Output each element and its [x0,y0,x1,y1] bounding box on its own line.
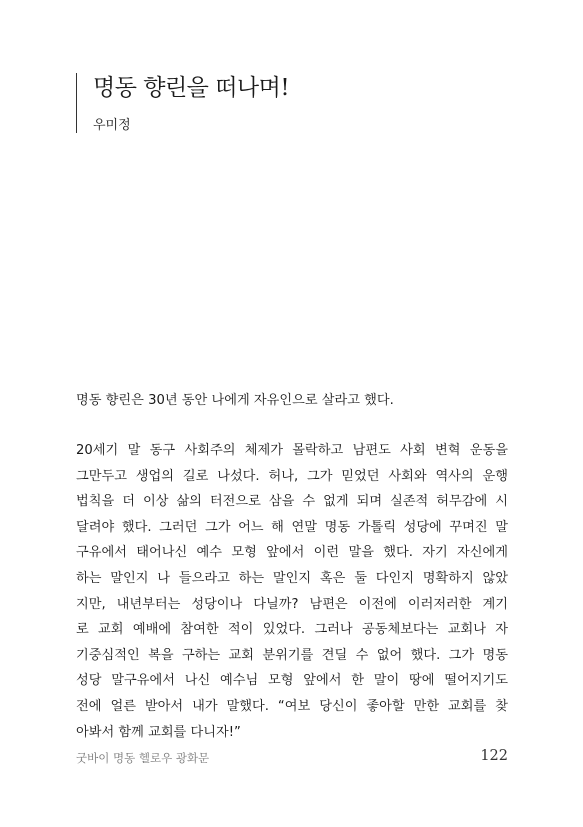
paragraph-line: 지만, 내년부터는 성당이나 다닐까? 남편은 이전에 이러저러한 계기 [76,596,508,612]
paragraph-line: 20세기 말 동구 사회주의 체제가 몰락하고 남편도 사회 변혁 운동을 [76,443,508,458]
paragraph-line: 구유에서 태어나신 예수 모형 앞에서 이런 말을 했다. 자기 자신에게 [76,545,508,561]
paragraph-line: 기중심적인 복을 구하는 교회 분위기를 견딜 수 없어 했다. 그가 명동 [76,647,508,663]
paragraph-line: 그만두고 생업의 길로 나섰다. 허나, 그가 믿었던 사회와 역사의 운행 [76,468,508,484]
paragraph-line: 달려야 했다. 그러던 그가 어느 해 연말 명동 가톨릭 성당에 꾸며진 말 [76,519,508,535]
page-footer [76,748,508,768]
main-paragraph [76,438,508,745]
running-title: 굿바이 명동 헬로우 광화문 [76,751,210,765]
paragraph-line: 로 교회 예배에 참여한 적이 있었다. 그러나 공동체보다는 교회나 자 [76,622,508,638]
paragraph-line: 아봐서 함께 교회를 다니자!” [76,724,241,740]
body-text [76,388,508,745]
author-name: 우미정 [93,118,131,133]
paragraph-line: 전에 얼른 받아서 내가 말했다. “여보 당신이 좋아할 만한 교회를 찾 [76,698,508,714]
page-number: 122 [480,748,508,764]
title-block [76,73,289,133]
page-title: 명동 향린을 떠나며! [93,75,290,101]
paragraph-line: 성당 말구유에서 나신 예수님 모형 앞에서 한 말이 땅에 떨어지기도 [76,673,508,689]
intro-sentence: 명동 향린은 30년 동안 나에게 자유인으로 살라고 했다. [76,393,394,408]
paragraph-line: 하는 말인지 나 들으라고 하는 말인지 혹은 둘 다인지 명확하지 않았 [76,570,508,586]
paragraph-line: 법칙을 더 이상 삶의 터전으로 삼을 수 없게 되며 실존적 허무감에 시 [76,494,508,510]
